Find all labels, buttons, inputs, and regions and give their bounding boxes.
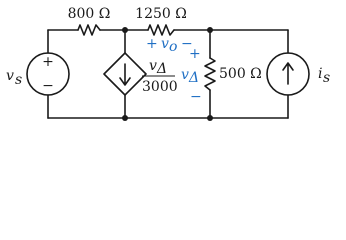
dep-arrow-down-icon bbox=[120, 64, 130, 85]
vs-subscript: s bbox=[15, 72, 23, 88]
resistor-500-label: 500 Ω bbox=[219, 66, 262, 82]
resistor-1250-label: 1250 Ω bbox=[135, 6, 187, 22]
dep-numerator: v bbox=[149, 58, 157, 74]
vdelta-minus-sign: − bbox=[190, 89, 202, 105]
node-top-2 bbox=[207, 27, 213, 33]
node-bottom-1 bbox=[122, 115, 128, 121]
vs-label: v bbox=[6, 68, 14, 84]
vs-minus-sign: − bbox=[42, 78, 54, 94]
dep-denominator: 3000 bbox=[142, 79, 178, 95]
vdelta-plus-sign: + bbox=[189, 46, 201, 62]
resistor-500 bbox=[205, 58, 215, 90]
vo-subscript: o bbox=[169, 39, 178, 55]
node-bottom-2 bbox=[207, 115, 213, 121]
is-label: i bbox=[318, 66, 323, 82]
is-subscript: s bbox=[323, 70, 331, 86]
resistor-800-label: 800 Ω bbox=[67, 6, 111, 22]
vs-plus-sign: + bbox=[42, 54, 54, 70]
vdelta-label: v bbox=[181, 67, 189, 83]
resistor-1250 bbox=[148, 25, 174, 35]
vo-minus-sign: − bbox=[181, 36, 193, 52]
is-arrow-up-icon bbox=[283, 63, 293, 84]
vdelta-subscript: Δ bbox=[189, 70, 200, 86]
dep-numerator-sub: Δ bbox=[157, 61, 168, 77]
vo-label: v bbox=[161, 36, 169, 52]
node-top-1 bbox=[122, 27, 128, 33]
resistor-800 bbox=[78, 25, 100, 35]
vo-plus-sign: + bbox=[146, 36, 158, 52]
